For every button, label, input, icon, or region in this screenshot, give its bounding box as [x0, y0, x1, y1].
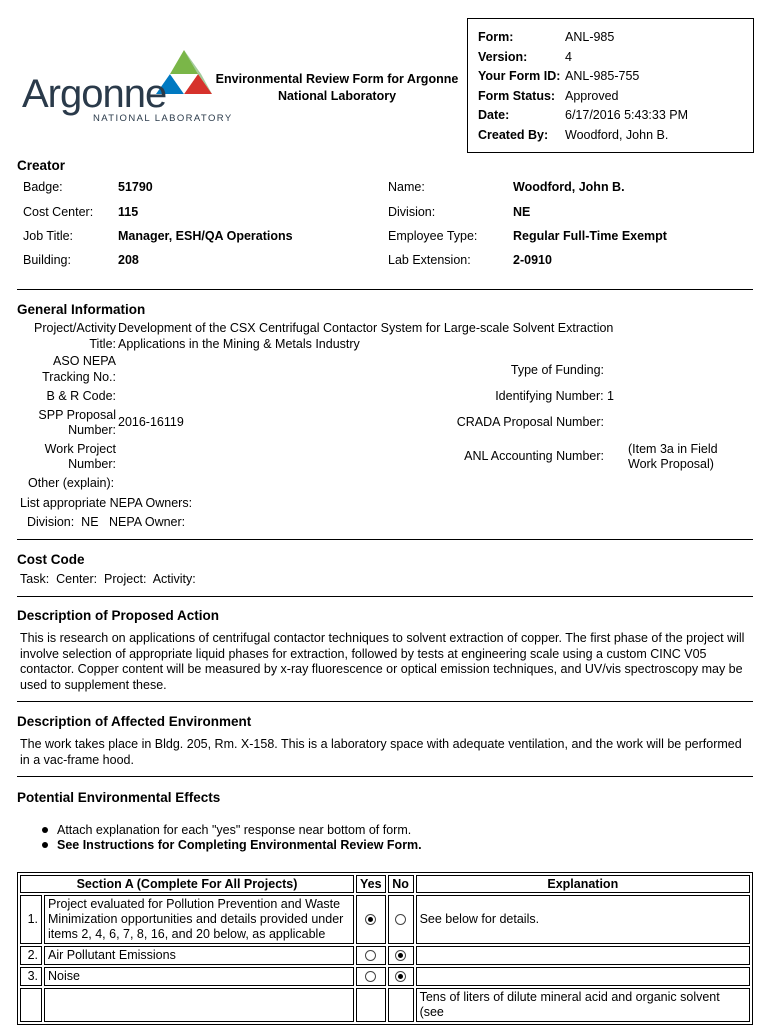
affected-environment-text: The work takes place in Bldg. 205, Rm. X-158. This is a laboratory space with adequate ventilation, and the work will be performed in a vac-frame hood. — [20, 737, 742, 767]
creator-section-title: Creator — [17, 158, 66, 173]
br-code-label: B & R Code: — [46, 389, 116, 403]
form-info-box — [467, 18, 754, 153]
anl-accounting-note-2: Work Proposal) — [628, 457, 714, 471]
creator-field-label: Cost Center: — [23, 205, 94, 219]
anl-accounting-note: (Item 3a in Field — [628, 442, 718, 456]
yes-cell — [356, 946, 386, 965]
no-radio[interactable] — [395, 950, 406, 961]
general-info-title: General Information — [17, 302, 146, 317]
row-explanation — [416, 946, 750, 965]
creator-field-value: Regular Full-Time Exempt — [513, 229, 667, 243]
crada-label: CRADA Proposal Number: — [456, 415, 604, 429]
form-info-value: Approved — [565, 88, 619, 103]
divider — [17, 289, 753, 290]
creator-field-value: NE — [513, 205, 531, 219]
bullet-icon — [42, 842, 48, 848]
form-info-key: Form: — [478, 30, 514, 44]
project-title-label-2: Title: — [89, 337, 116, 351]
form-info-value: 4 — [565, 49, 572, 64]
row-description: Project evaluated for Pollution Prevention and Waste Minimization opportunities and details provided under items 2, 4, 6, 7, 8, 16, and 20 below, as applicable — [44, 895, 354, 944]
form-info-value: ANL-985 — [565, 30, 615, 44]
row-description: Air Pollutant Emissions — [44, 946, 354, 965]
row-explanation: See below for details. — [416, 895, 750, 944]
table-row — [20, 988, 750, 1022]
work-project-label-2: Number: — [68, 457, 116, 471]
no-cell — [388, 988, 414, 1022]
page-title: Environmental Review Form for Argonne National Laboratory — [215, 72, 459, 103]
other-explain-label: Other (explain): — [28, 476, 115, 490]
logo-subtitle: NATIONAL LABORATORY — [93, 113, 233, 124]
nepa-owners-label: List appropriate NEPA Owners: — [20, 496, 193, 510]
yes-cell — [356, 988, 386, 1022]
project-title-value: Development of the CSX Centrifugal Contactor System for Large-scale Solvent Extraction — [118, 321, 614, 335]
affected-environment-title: Description of Affected Environment — [17, 714, 252, 729]
divider — [17, 701, 753, 702]
form-info-key: Created By: — [478, 127, 549, 142]
form-info-key: Date: — [478, 108, 510, 122]
no-cell — [388, 895, 414, 944]
form-info-value: Woodford, John B. — [565, 127, 669, 142]
yes-cell — [356, 967, 386, 986]
creator-field-label: Badge: — [23, 180, 63, 194]
creator-field-value: 2-0910 — [513, 253, 552, 267]
no-header: No — [388, 875, 414, 893]
project-title-value-2: Applications in the Mining & Metals Industry — [118, 337, 360, 351]
no-radio[interactable] — [395, 914, 406, 925]
yes-radio[interactable] — [365, 971, 376, 982]
no-cell — [388, 946, 414, 965]
project-title-label: Project/Activity — [34, 321, 116, 335]
row-description — [44, 988, 354, 1022]
bullet-text: Attach explanation for each "yes" response near bottom of form. — [57, 823, 412, 837]
creator-field-label: Building: — [23, 253, 71, 267]
creator-field-label: Lab Extension: — [388, 253, 471, 267]
proposed-action-text: This is research on applications of centrifugal contactor techniques to solvent extraction of copper. The first phase of the project will involve selection of appropriate liquid phases for extraction, followed by tests at engineering scale using a custom CINC V05 contactor. Copper content will be measured by x-ray fluorescence or optical emission techniques, and UV/vis spectroscopy may be used to supplement these. — [20, 631, 745, 692]
spp-proposal-label-2: Number: — [68, 423, 116, 437]
creator-field-label: Employee Type: — [388, 229, 478, 243]
cost-code-line: Task: Center: Project: Activity: — [20, 572, 196, 586]
creator-field-value: 208 — [118, 253, 139, 267]
divider — [17, 539, 753, 540]
table-header-row — [20, 875, 750, 893]
row-number: 3. — [20, 967, 42, 986]
yes-radio[interactable] — [365, 914, 376, 925]
proposed-action-title: Description of Proposed Action — [17, 608, 220, 623]
form-info-value: ANL-985-755 — [565, 69, 640, 83]
form-info-value: 6/17/2016 5:43:33 PM — [565, 108, 689, 122]
aso-nepa-label-2: Tracking No.: — [42, 370, 116, 384]
no-cell — [388, 967, 414, 986]
row-explanation: Tens of liters of dilute mineral acid and organic solvent (see — [416, 988, 750, 1022]
row-description: Noise — [44, 967, 354, 986]
section-a-header: Section A (Complete For All Projects) — [20, 875, 354, 893]
yes-header: Yes — [356, 875, 386, 893]
table-row — [20, 946, 750, 965]
environmental-effects-title: Potential Environmental Effects — [17, 790, 221, 805]
division-nepa-owner: Division: NE NEPA Owner: — [27, 515, 186, 529]
cost-code-title: Cost Code — [17, 552, 85, 567]
spp-proposal-value: 2016-16119 — [118, 415, 184, 429]
creator-field-value: 115 — [118, 205, 139, 219]
creator-field-label: Division: — [388, 205, 436, 219]
logo-wordmark: Argonne — [22, 72, 167, 116]
creator-field-value: 51790 — [118, 180, 153, 194]
table-row — [20, 895, 750, 944]
aso-nepa-label: ASO NEPA — [53, 354, 116, 368]
funding-type-label: Type of Funding: — [510, 363, 604, 377]
instructions-link[interactable]: See Instructions for Completing Environmental Review Form. — [57, 838, 422, 852]
divider — [17, 776, 753, 777]
no-radio[interactable] — [395, 971, 406, 982]
creator-field-label: Name: — [388, 180, 425, 194]
row-explanation — [416, 967, 750, 986]
section-a-table — [17, 872, 753, 1025]
divider — [17, 596, 753, 597]
row-number: 2. — [20, 946, 42, 965]
bullet-icon — [42, 827, 48, 833]
creator-field-label: Job Title: — [23, 229, 74, 243]
yes-radio[interactable] — [365, 950, 376, 961]
form-info-key: Form Status: — [478, 88, 556, 103]
identifying-number-label: Identifying Number: 1 — [495, 389, 614, 403]
creator-field-value: Woodford, John B. — [513, 180, 625, 194]
work-project-label: Work Project — [44, 442, 116, 456]
explanation-header: Explanation — [416, 875, 750, 893]
row-number: 1. — [20, 895, 42, 944]
anl-accounting-label: ANL Accounting Number: — [464, 449, 604, 463]
yes-cell — [356, 895, 386, 944]
table-row — [20, 967, 750, 986]
form-info-key: Version: — [478, 49, 528, 64]
spp-proposal-label: SPP Proposal — [38, 408, 116, 422]
row-number — [20, 988, 42, 1022]
form-info-key: Your Form ID: — [478, 69, 561, 83]
creator-field-value: Manager, ESH/QA Operations — [118, 229, 293, 243]
